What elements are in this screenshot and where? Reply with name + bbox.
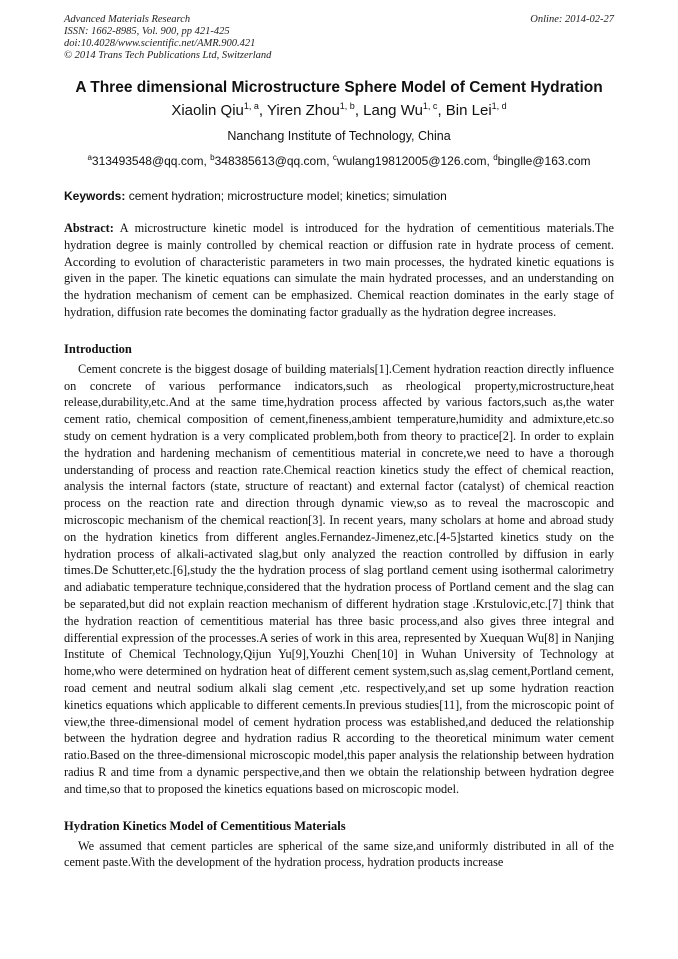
issn: ISSN: 1662-8985, Vol. 900, pp 421-425 <box>64 26 230 37</box>
email-separator: , <box>326 154 333 168</box>
online-date: Online: 2014-02-27 <box>530 14 614 25</box>
email-mark: d <box>493 153 498 162</box>
email-address[interactable]: binglle@163.com <box>497 154 591 168</box>
author-separator: , <box>354 102 364 119</box>
keywords-text: cement hydration; microstructure model; kinetics; simulation <box>125 189 447 203</box>
email-address[interactable]: 348385613@qq.com <box>214 154 327 168</box>
abstract-label: Abstract: <box>64 221 114 235</box>
journal-name: Advanced Materials Research <box>64 14 191 25</box>
email-separator: , <box>203 154 211 168</box>
author-name: Yiren Zhou <box>266 102 340 119</box>
author-affil-mark: 1, a <box>243 101 259 111</box>
paper-title: A Three dimensional Microstructure Sphere Model of Cement Hydration <box>75 79 603 96</box>
email-mark: c <box>332 153 337 162</box>
author-name: Xiaolin Qiu <box>171 102 244 119</box>
journal-header <box>64 14 614 62</box>
author-list <box>64 101 614 121</box>
author-affil-mark: 1, c <box>422 101 438 111</box>
email-address[interactable]: wulang19812005@126.com <box>336 154 487 168</box>
keywords-label: Keywords: <box>64 189 126 203</box>
author-affil-mark: 1, b <box>339 101 355 111</box>
email-list <box>64 153 614 169</box>
email-mark: b <box>210 153 215 162</box>
keywords <box>64 188 614 204</box>
introduction-paragraph: Cement concrete is the biggest dosage of building materials[1].Cement hydration reaction directly influence on concrete of various performance indicators,such as rheological property,microstructure,heat release,durability,etc.And at the same time,hydration process affected by various factors,such as,the water cement ratio, chemical composition of cement,fineness,ambient temperature,humidity and admixture,etc.so study on cement hydration is a very complicated problem,both from theory to practice[2]. In order to explain the hydration and hardening mechanism of cementitious material in concrete,we need to have a thorough understanding of process and reaction rate.Chemical reaction kinetics study the effect of chemical reaction, analysis the internal factors (state, structure of reactant) and external factor (catalyst) of chemical reaction process on the reaction rate and direction through dynamic view,so as to reveal the macroscopic and microscopic mechanism of the chemical reaction[3]. In recent years, many scholars at home and abroad study on the hydration kinetics from different angles.Fernandez-Jimenez,etc.[4-5]started kinetics study on the hydration process of alkali-activated slag,but only analyzed the reaction controlled by diffusion in early times.De Schutter,etc.[6],study the the hydration process of slag portland cement using isothermal calorimetry and adiabatic temperature technique,considered that the hydration process of Portland cement and the slag can be separated,but did not explain reaction mechanism of different hydration stage .Krstulovic,etc.[7] think that the hydration reaction of cementitious material has three basic process,and also gives three integral and differential expression of the processes.A series of work in this area, represented by Xuequan Wu[8] in Nanjing Institute of Chemical Technology,Qijun Yu[9],Youzhi Chen[10] in Wuhan University of Technology at home,who were determined on hydration heat of different cement system,such as,slag cement,Portland cement, road cement and neutral sodium alkali slag cement ,etc. respectively,and set up some hydration reaction kinetics equations which applicable to different cements.In previous studies[11], from the microscopic point of view,the three-dimensional model of cement hydration process was established,and deduced the relationship between the hydration degree and hydration radius R according to the theoretical minimum water cement ratio.Based on the three-dimensional microscopic model,this paper analysis the relationship between hydration radius R and time from a dynamic perspective,and then we obtain the relationship between hydration degree and time,so that to proposed the kinetics equations based on microscopic model. <box>64 361 614 796</box>
affiliation: Nanchang Institute of Technology, China <box>227 129 451 143</box>
kinetics-model-paragraph: We assumed that cement particles are spherical of the same size,and uniformly distributed in all of the cement paste.With the development of the hydration process, hydration products increase <box>64 838 614 870</box>
author-separator: , <box>437 102 446 119</box>
abstract-text: A microstructure kinetic model is introduced for the hydration of cementitious materials.The hydration degree is mainly controlled by chemical reaction or diffusion rate in hydrate process of cement. According to evolution of characteristic parameters in two main processes, the hydrated kinetic equations is given in the paper. The kinetic equations can simulate the main hydrated processes, and an understanding on the hydration mechanism of cement can be emphasized. Chemical reaction dominates in the early stage of hydration, diffusion rate becomes the dominating factor gradually as the hydration degree increases. <box>64 221 614 319</box>
section-heading-introduction: Introduction <box>64 341 132 356</box>
abstract <box>64 220 614 321</box>
doi: doi:10.4028/www.scientific.net/AMR.900.421 <box>64 38 256 49</box>
section-heading-kinetics-model: Hydration Kinetics Model of Cementitious Materials <box>64 818 346 833</box>
email-address[interactable]: 313493548@qq.com <box>91 154 204 168</box>
email-separator: , <box>486 154 494 168</box>
author-affil-mark: 1, d <box>491 101 507 111</box>
author-name: Bin Lei <box>445 102 492 119</box>
author-name: Lang Wu <box>363 102 423 119</box>
author-separator: , <box>258 102 267 119</box>
email-mark: a <box>87 153 92 162</box>
copyright: © 2014 Trans Tech Publications Ltd, Switzerland <box>64 50 272 61</box>
